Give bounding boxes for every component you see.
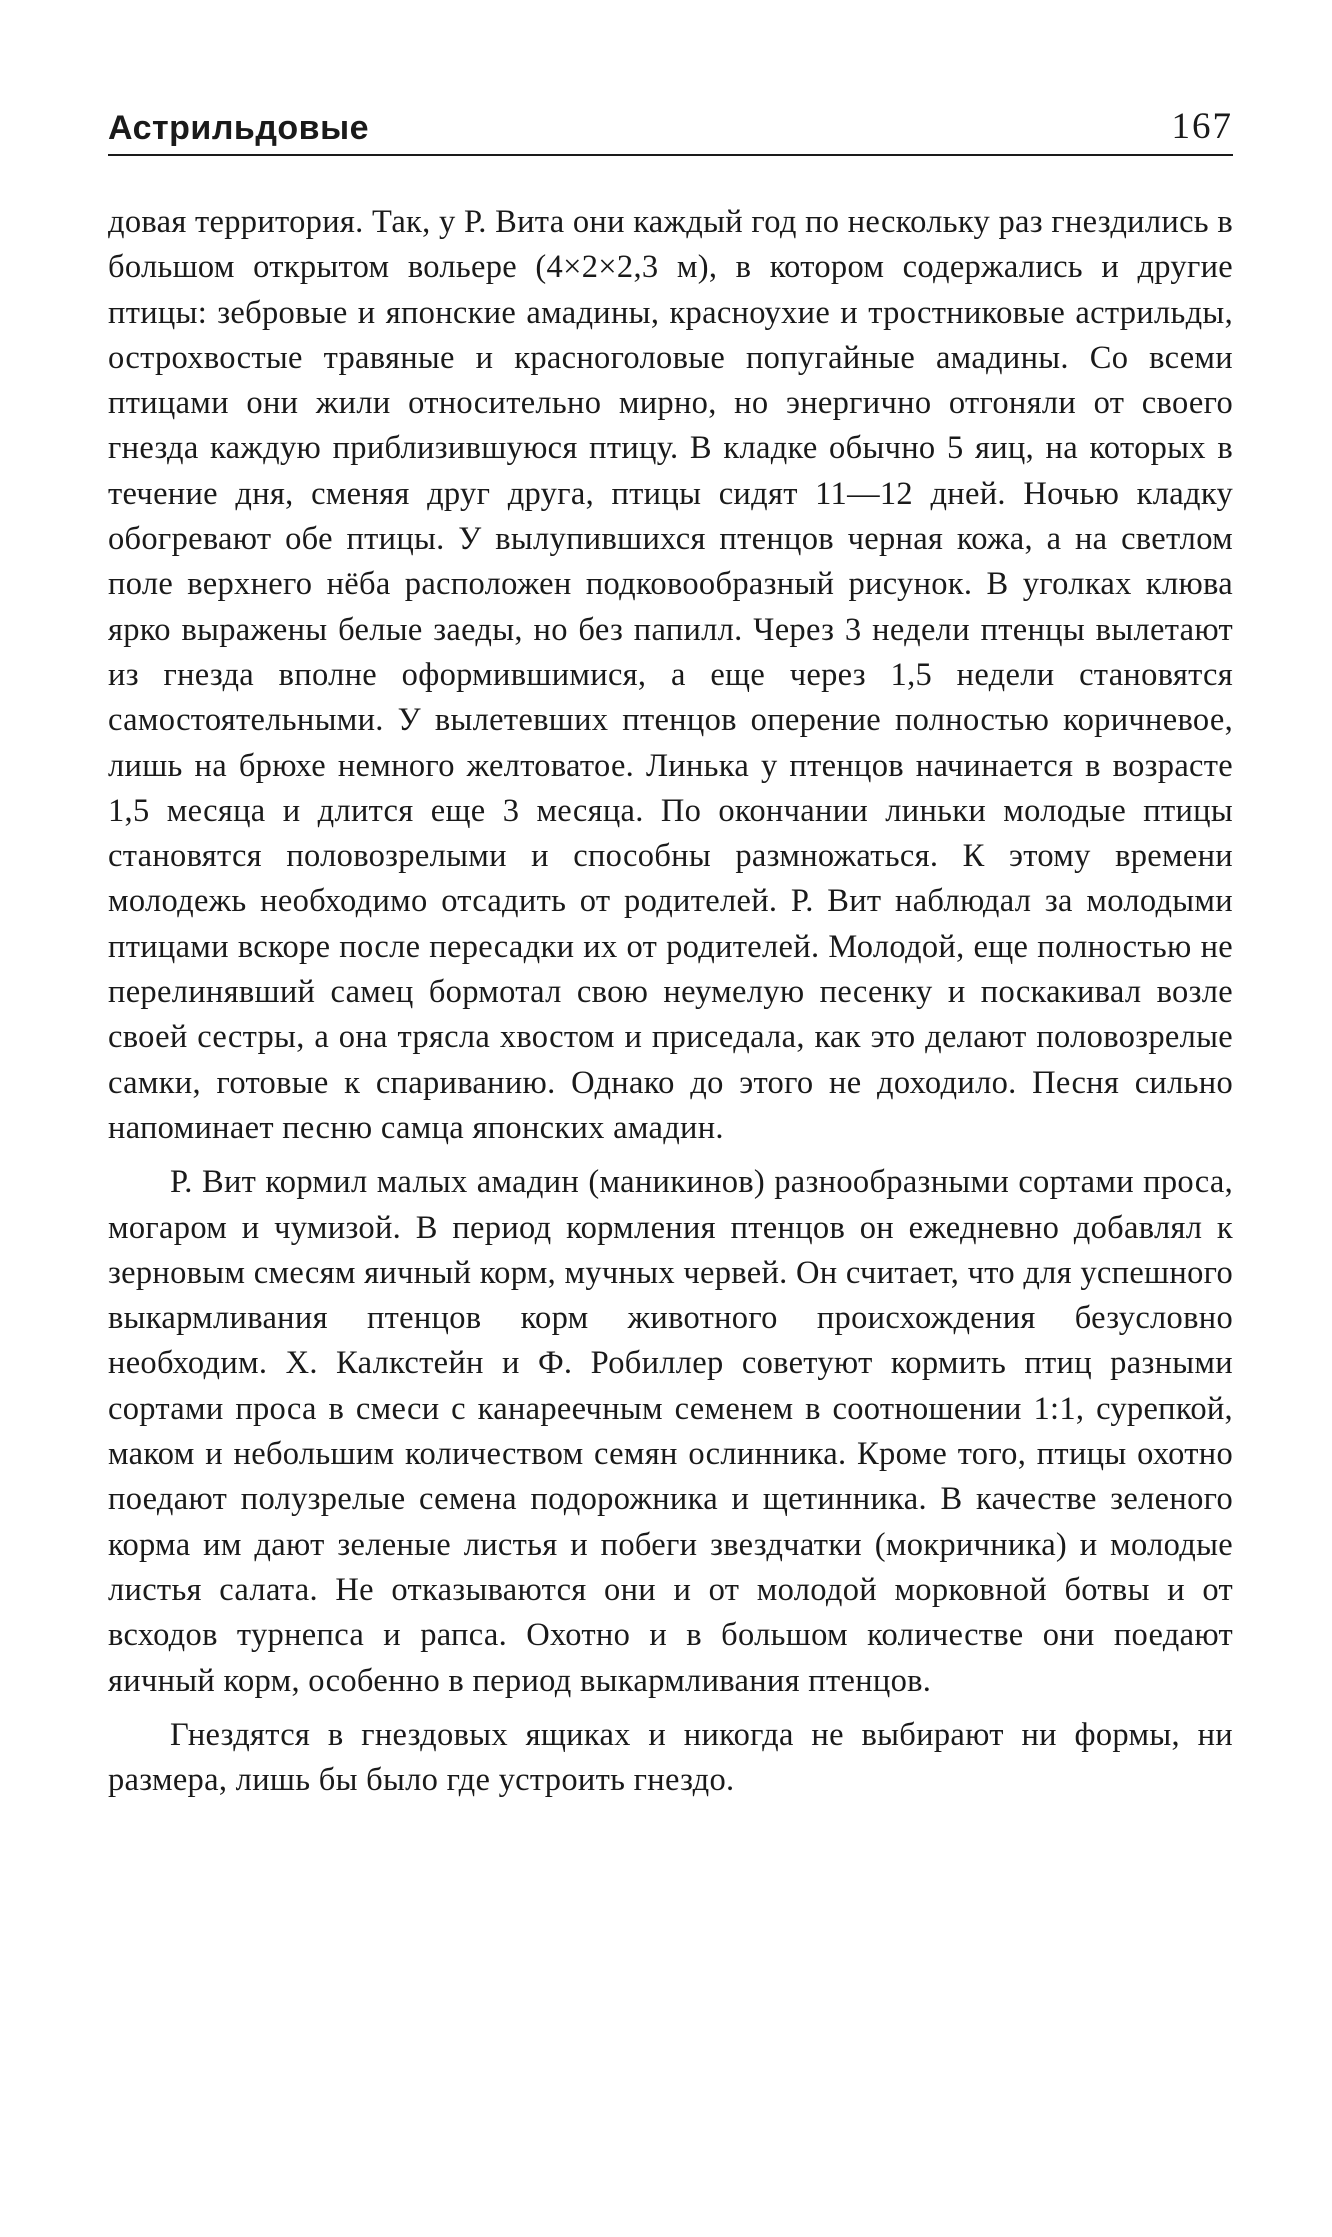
body-text	[108, 200, 1233, 1803]
book-page	[108, 92, 1233, 1803]
running-head: Астрильдовые	[108, 109, 370, 147]
paragraph-feeding: Р. Вит кормил малых амадин (маникинов) разнообразными сортами проса, могаром и чумизой. В период кормления птенцов он ежедневно добавлял к зерновым смесям яичный корм, мучных червей. Он считает, что для успешного выкармливания птенцов корм животного происхождения безусловно необходим. Х. Калкстейн и Ф. Робиллер советуют кормить птиц разными сортами проса в смеси с канареечным семенем в соотношении 1:1, сурепкой, маком и небольшим количеством семян ослинника. Кроме того, птицы охотно поедают полузрелые семена подорожника и щетинника. В качестве зеленого корма им дают зеленые листья и побеги звездчатки (мокричника) и молодые листья салата. Не отказываются они и от молодой морковной ботвы и от всходов турнепса и рапса. Охотно и в большом количестве они поедают яичный корм, особенно в период выкармливания птенцов.	[108, 1164, 1233, 1699]
paragraph-continued: довая территория. Так, у Р. Вита они каждый год по нескольку раз гнездились в большом открытом вольере (4×2×2,3 м), в котором содержались и другие птицы: зебровые и японские амадины, красноухие и тростниковые астрильды, острохвостые травяные и красноголовые попугайные амадины. Со всеми птицами они жили относительно мирно, но энергично отгоняли от своего гнезда каждую приблизившуюся птицу. В кладке обычно 5 яиц, на которых в течение дня, сменяя друг друга, птицы сидят 11—12 дней. Ночью кладку обогревают обе птицы. У вылупившихся птенцов черная кожа, а на светлом поле верхнего нёба расположен подковообразный рисунок. В уголках клюва ярко выражены белые заеды, но без папилл. Через 3 недели птенцы вылетают из гнезда вполне оформившимися, а еще через 1,5 недели становятся самостоятельными. У вылетевших птенцов оперение полностью коричневое, лишь на брюхе немного желтоватое. Линька у птенцов начинается в возрасте 1,5 месяца и длится еще 3 месяца. По окончании линьки молодые птицы становятся половозрелыми и способны размножаться. К этому времени молодежь необходимо отсадить от родителей. Р. Вит наблюдал за молодыми птицами вскоре после пересадки их от родителей. Молодой, еще полностью не перелинявший самец бормотал свою неумелую песенку и поскакивал возле своей сестры, а она трясла хвостом и приседала, как это делают половозрелые самки, готовые к спариванию. Однако до этого не доходило. Песня сильно напоминает песню самца японских амадин.	[108, 204, 1233, 1146]
page-header	[108, 92, 1233, 156]
paragraph-nesting: Гнездятся в гнездовых ящиках и никогда не выбирают ни формы, ни размера, лишь бы было где устроить гнездо.	[108, 1716, 1233, 1799]
page-number: 167	[1171, 106, 1233, 147]
